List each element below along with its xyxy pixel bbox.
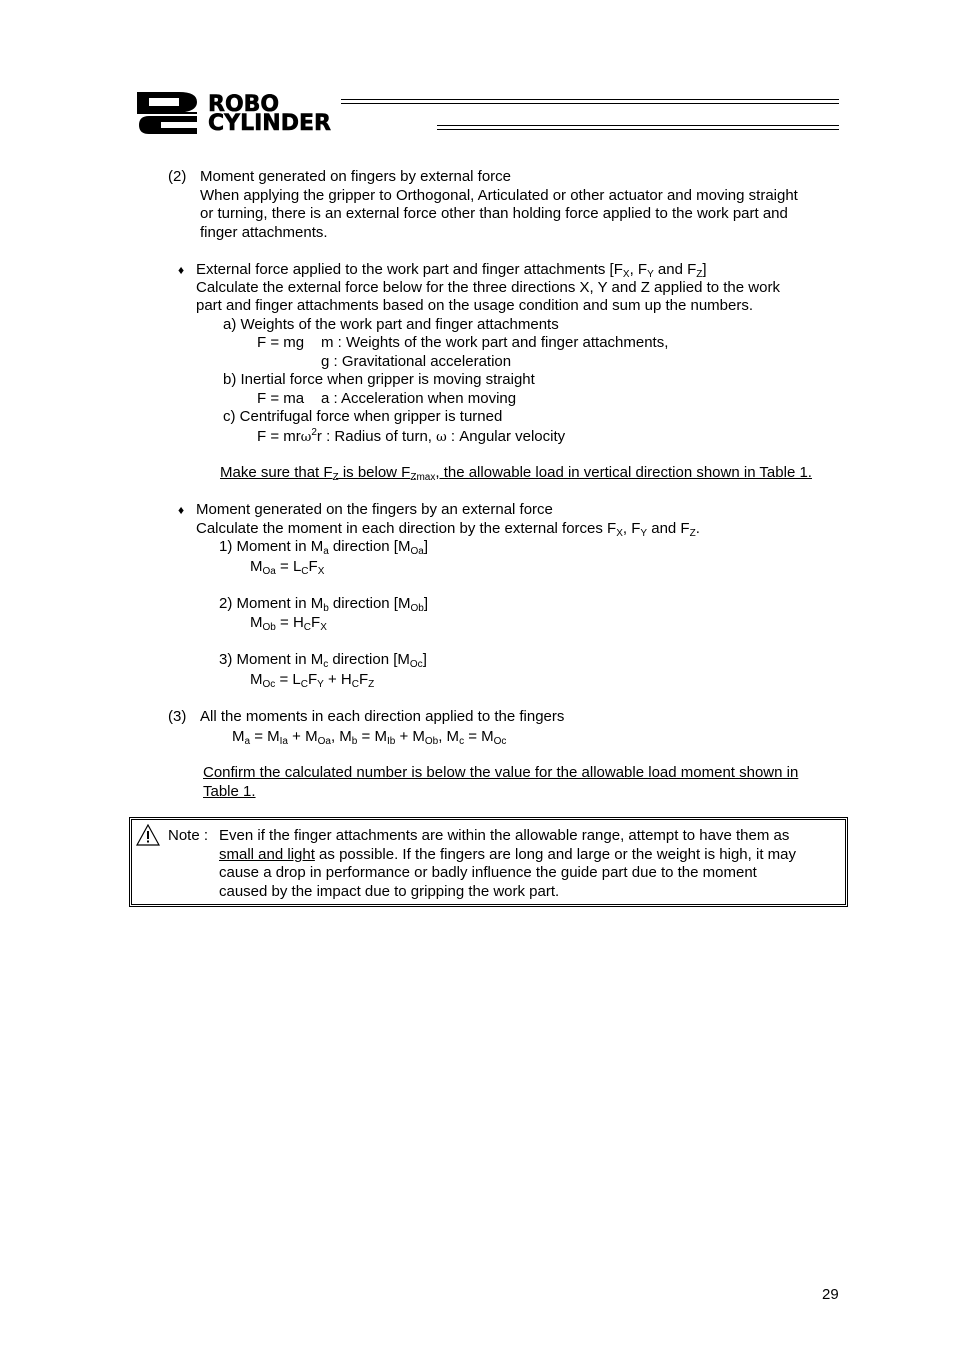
fz-allowable-note: Make sure that $F_Z$ is below $F_{Zmax}$, the allowable load in vertical direction shown in Table 1. [220, 464, 812, 483]
note-label: Note : [168, 827, 209, 844]
section-2-number: (2) [168, 168, 187, 185]
note-box [131, 819, 846, 905]
logo-text-cylinder: CYLINDER [208, 111, 331, 136]
moment-3-label: 3) Moment in $M_c$ direction $[M_{Oc}]$ [219, 651, 427, 670]
item-a-m-def: m : Weights of the work part and finger attachments, [321, 334, 669, 351]
bullet-1-line-1: Calculate the external force below for the three directions X, Y and Z applied to the work [196, 279, 780, 296]
section-3-number: (3) [168, 708, 187, 725]
header-rule-bottom [437, 125, 839, 130]
item-b-formula: F = ma [257, 390, 305, 407]
note-line-4: caused by the impact due to gripping the work part. [219, 883, 560, 900]
item-b-a-def: a : Acceleration when moving [321, 390, 517, 407]
confirm-line-2: Table 1. [203, 783, 256, 800]
section-2-line-1: When applying the gripper to Orthogonal, Articulated or other actuator and moving straight [200, 187, 798, 204]
item-c-formula: F = mrω$^2$r : Radius of turn, ω : Angular velocity [257, 427, 566, 445]
note-line-3: cause a drop in performance or badly influence the guide part due to the moment [219, 864, 757, 881]
bullet-2-title: Moment generated on the fingers by an external force [196, 501, 553, 518]
section-2-line-3: finger attachments. [200, 224, 328, 241]
bullet-2-icon: ♦ [178, 503, 185, 517]
header-rule-top [341, 99, 839, 104]
moment-2-equation: $M_{Ob} = H_CF_X$ [250, 614, 327, 633]
rc-logo-icon [135, 90, 205, 136]
section-3-equation: $M_a = M_{Ia} + M_{Oa}$, $M_b = M_{Ib} + M_{Ob}$, $M_c = M_{Oc}$ [232, 728, 507, 747]
note-line-1: Even if the finger attachments are within the allowable range, attempt to have them as [219, 827, 790, 844]
section-2-line-2: or turning, there is an external force other than holding force applied to the work part and [200, 205, 788, 222]
item-a-g-def: g : Gravitational acceleration [321, 353, 512, 370]
section-2-title: Moment generated on fingers by external force [200, 168, 512, 185]
section-3-title: All the moments in each direction applied to the fingers [200, 708, 565, 725]
item-a-label: a) Weights of the work part and finger attachments [223, 316, 559, 333]
moment-1-label: 1) Moment in $M_a$ direction $[M_{Oa}]$ [219, 538, 428, 557]
item-a-formula: F = mg [257, 334, 305, 351]
bullet-2-line-1: Calculate the moment in each direction by the external forces $F_X$, $F_Y$ and $F_Z$. [196, 520, 700, 539]
warning-icon [136, 824, 160, 846]
moment-2-label: 2) Moment in $M_b$ direction $[M_{Ob}]$ [219, 595, 428, 614]
bullet-1-line-2: part and finger attachments based on the usage condition and sum up the numbers. [196, 297, 754, 314]
bullet-1-icon: ♦ [178, 263, 185, 277]
item-c-label: c) Centrifugal force when gripper is turned [223, 408, 503, 425]
note-line-2: small and light as possible. If the fingers are long and large or the weight is high, it may [219, 846, 796, 863]
moment-1-equation: $M_{Oa} = L_CF_X$ [250, 558, 325, 577]
bullet-1-title: External force applied to the work part and finger attachments [$F_X$, $F_Y$ and $F_Z$] [196, 261, 707, 280]
moment-3-equation: $M_{Oc} = L_CF_Y + H_CF_Z$ [250, 671, 375, 690]
item-b-label: b) Inertial force when gripper is moving straight [223, 371, 535, 388]
page-number: 29 [822, 1286, 839, 1303]
confirm-line-1: Confirm the calculated number is below the value for the allowable load moment shown in [203, 764, 799, 781]
logo-text-robo: ROBO [208, 92, 280, 117]
